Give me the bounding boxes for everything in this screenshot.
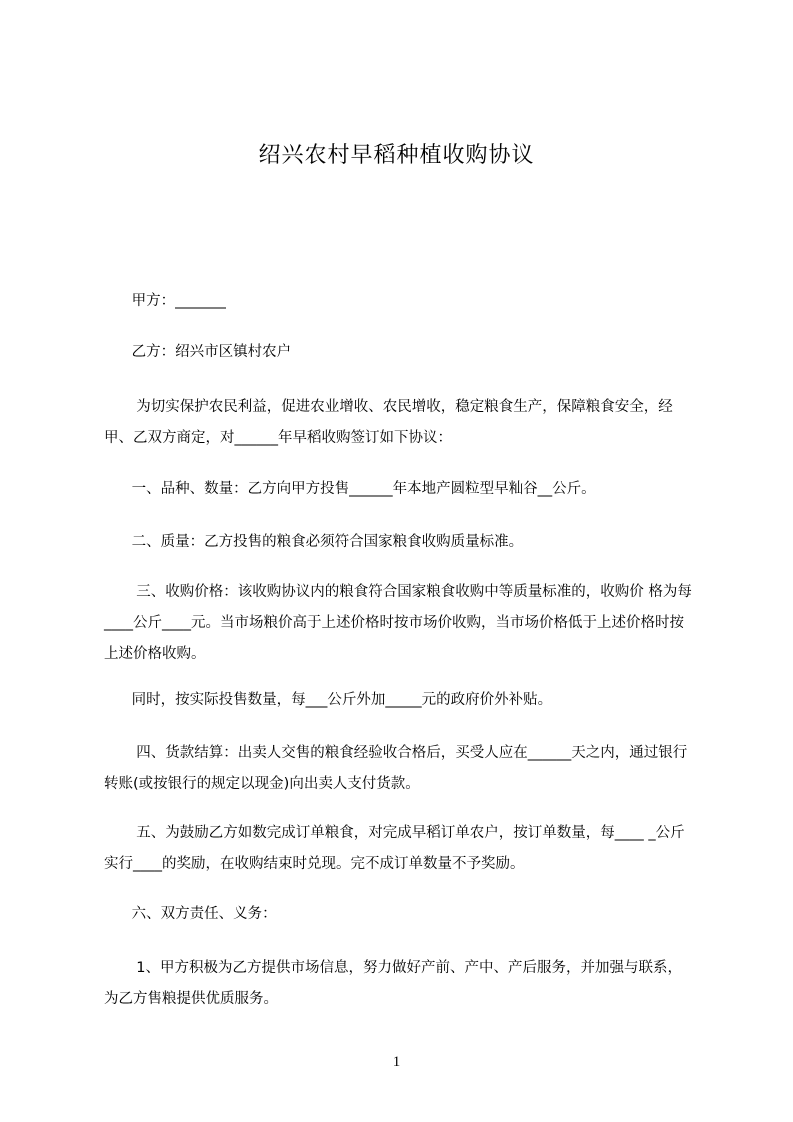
clause-purchase-price: 三、收购价格：该收购协议内的粮食符合国家粮食收购中等质量标准的，收购价 格为每____公斤____元。当市场粮价高于上述价格时按市场价收购，当市场价格低于上述价格时按上述价格收购。 — [104, 584, 692, 662]
clause-incentive: 五、为鼓励乙方如数完成订单粮食，对完成早稻订单农户，按订单数量，每____ _公斤实行____的奖励，在收购结束时兑现。完不成订单数量不予奖励。 — [104, 825, 685, 872]
clause-responsibilities-heading: 六、双方责任、义务： — [104, 906, 277, 922]
clause-quality: 二、质量：乙方投售的粮食必须符合国家粮食收购质量标准。 — [104, 534, 524, 550]
clause-subsidy: 同时，按实际投售数量，每___公斤外加_____元的政府价外补贴。 — [104, 692, 553, 708]
page-number: 1 — [392, 1054, 401, 1070]
document-title: 绍兴农村早稻种植收购协议 — [258, 143, 535, 168]
party-a-line: 甲方：_______ — [104, 293, 226, 309]
preamble-paragraph: 为切实保护农民利益，促进农业增收、农民增收，稳定粮食生产，保障粮食安全，经甲、乙双方商定，对______年早稻收购签订如下协议： — [104, 399, 673, 446]
clause-party-a-duty: 1、甲方积极为乙方提供市场信息，努力做好产前、产中、产后服务，并加强与联系，为乙方售粮提供优质服务。 — [104, 960, 682, 1007]
clause-variety-quantity: 一、品种、数量：乙方向甲方投售______年本地产圆粒型早籼谷__公斤。 — [104, 481, 596, 497]
party-b-line: 乙方：绍兴市区镇村农户 — [104, 344, 292, 360]
clause-payment: 四、货款结算：出卖人交售的粮食经验收合格后，买受人应在______天之内，通过银行转账(或按银行的规定以现金)向出卖人支付货款。 — [104, 745, 688, 792]
